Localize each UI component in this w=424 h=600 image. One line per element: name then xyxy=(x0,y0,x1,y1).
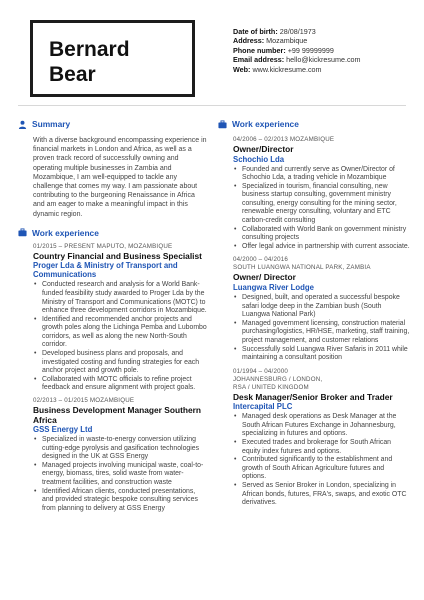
job-bullets xyxy=(233,413,410,508)
job-company: GSS Energy Ltd xyxy=(33,425,93,435)
job-meta: 02/2013 – 01/2015 MOZAMBIQUE xyxy=(33,397,135,405)
left-column xyxy=(18,118,208,513)
list-item: • Collaborated with World Bank on government ministry consulting projects xyxy=(233,226,410,243)
job-entry xyxy=(33,243,208,393)
email-value[interactable]: hello@kickresume.com xyxy=(286,55,361,65)
address-value: Mozambique xyxy=(266,36,308,46)
dob-value: 28/08/1973 xyxy=(279,27,316,36)
summary-text: With a diverse background encompassing experience in financial markets in London and Africa, as well as a proven track record of successfully owning and operating multiple businesses in Zambia and Mozambique, I am well-equipped to tackle any challenge that comes my way. I am passionate about contributing to the burgeoning Renaissance in Africa and am eager to make a meaningful impact in this dynamic region. xyxy=(33,137,207,218)
list-item: • Offer legal advice in partnership with current associate. xyxy=(233,243,410,252)
contact-row: Phone number: +99 99999999 xyxy=(233,45,334,55)
web-value[interactable]: www.kickresume.com xyxy=(252,64,322,74)
job-bullets xyxy=(33,436,208,513)
contact-row: Email address: hello@kickresume.com xyxy=(233,55,361,65)
list-item: • Served as Senior Broker in London, specializing in African bonds, futures, FRA's, swaps, and exotic OTC derivatives. xyxy=(233,482,410,508)
work-heading-right: Work experience xyxy=(218,118,410,130)
job-title: Country Financial and Business Specialist xyxy=(33,250,202,261)
contact-row: Address: Mozambique xyxy=(233,36,308,46)
job-title: Desk Manager/Senior Broker and Trader xyxy=(233,391,393,402)
job-entry xyxy=(233,256,410,362)
job-bullets xyxy=(33,281,208,393)
list-item: • Specialized in waste-to-energy conversion utilizing cutting-edge pyrolysis and gasification technologies designed in the UK at GSS Energy xyxy=(33,436,208,462)
job-bullets xyxy=(233,294,410,363)
job-company: Luangwa River Lodge xyxy=(233,282,315,292)
list-item: • Identified African clients, conducted presentations, and provided strategic bespoke consulting services from planning to delivery at GSS Energy xyxy=(33,488,208,514)
job-entry xyxy=(233,136,410,251)
summary-heading: Summary xyxy=(18,118,208,130)
list-item: • Successfully sold Luangwa River Safaris in 2011 while maintaining a consultant position xyxy=(233,346,410,363)
first-name: Bernard xyxy=(49,38,130,61)
job-meta: 01/1994 – 04/2000 xyxy=(233,367,289,375)
briefcase-icon xyxy=(218,120,227,129)
job-title: Business Development Manager Southern Africa xyxy=(33,405,202,425)
contact-info xyxy=(233,27,361,74)
list-item: • Contributed significantly to the establishment and growth of South African Agriculture futures and options. xyxy=(233,456,410,482)
job-bullets xyxy=(233,166,410,252)
divider xyxy=(18,105,406,106)
job-location: SOUTH LUANGWA NATIONAL PARK, ZAMBIA xyxy=(233,264,371,272)
job-meta: 04/2006 – 02/2013 MOZAMBIQUE xyxy=(233,136,335,143)
phone-value: +99 99999999 xyxy=(287,45,334,55)
job-title: Owner/ Director xyxy=(233,272,296,283)
list-item: • Managed projects involving municipal waste, coal-to-energy, biomass, tires, solid waste from water-treatment facilities, and construction waste xyxy=(33,462,208,488)
list-item: • Founded and currently serve as Owner/Director of Schochio Lda, a trading vehicle in Mozambique xyxy=(233,166,410,183)
list-item: • Managed desk operations as Desk Manager at the South African Futures Exchange in Johannesburg, specializing in futures and options. xyxy=(233,413,410,439)
job-location: JOHANNESBURG / LONDON, xyxy=(233,375,323,383)
job-meta: 01/2015 – PRESENT MAPUTO, MOZAMBIQUE xyxy=(33,242,173,250)
list-item: • Developed business plans and proposals, and investigated costing and funding strategies for each anchor project and growth pole. xyxy=(33,350,208,376)
list-item: • Executed trades and brokerage for South African equity index futures and options. xyxy=(233,439,410,456)
contact-row: Web: www.kickresume.com xyxy=(233,64,322,74)
job-company: Schochio Lda xyxy=(233,154,285,164)
list-item: • Specialized in tourism, financial consulting, new business startup consulting, government ministry consulting, energy consulting for the mining sector, renewable energy consulting, voluntary and ETC carbon-credit consulting xyxy=(233,183,410,226)
job-company: Intercapital PLC xyxy=(233,402,293,412)
name-box xyxy=(30,20,195,97)
contact-row: Date of birth: 28/08/1973 xyxy=(233,27,316,36)
job-entry xyxy=(233,368,410,508)
list-item: • Collaborated with MOTC officials to refine project feedback and ensure alignment with project goals. xyxy=(33,376,208,393)
job-location: RSA / UNITED KINGDOM xyxy=(233,383,309,391)
work-heading-left: Work experience xyxy=(18,227,208,239)
last-name: Bear xyxy=(49,63,96,86)
briefcase-icon xyxy=(18,228,27,237)
job-entry xyxy=(33,397,208,513)
list-item: • Designed, built, and operated a successful bespoke safari lodge deep in the Zambian bush (South Luangwa National Park) xyxy=(233,294,410,320)
list-item: • Conducted research and analysis for a World Bank-funded feasibility study awarded to Proger Lda by the Ministry of Transport and Communications (MOTC) to enhance three development corridors in Mozambique. xyxy=(33,281,208,315)
job-meta: 04/2000 – 04/2016 xyxy=(233,256,289,264)
list-item: • Identified and recommended anchor projects and growth poles along the Lichinga Pemba and Lubombo corridors, as well as along the new North-South corridor. xyxy=(33,316,208,350)
right-column xyxy=(218,118,410,508)
job-company: Proger Lda & Ministry of Transport and Communications xyxy=(33,261,178,280)
person-icon xyxy=(18,120,27,129)
job-title: Owner/Director xyxy=(233,144,294,154)
list-item: • Managed government licensing, construction material purchasing/logistics, HR/HSE, marketing, staff training, project management, and customer relations xyxy=(233,320,410,346)
